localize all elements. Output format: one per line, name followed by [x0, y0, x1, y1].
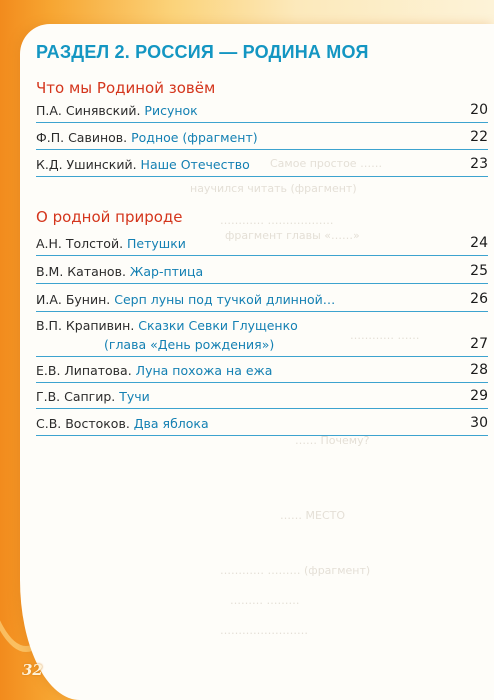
toc-entry[interactable] — [36, 318, 488, 357]
toc-entry-row — [36, 263, 488, 284]
toc-entry[interactable] — [36, 129, 488, 150]
entry-work: Сказки Севки Глущенко — [138, 318, 298, 333]
entry-page-number: 29 — [470, 388, 488, 404]
toc-entry-row — [36, 362, 488, 383]
entry-page-number: 26 — [470, 291, 488, 307]
toc-entry-row — [36, 156, 488, 177]
entry-work-continuation: (глава «День рождения») — [104, 337, 275, 352]
entry-author: В.П. Крапивин. — [36, 318, 135, 333]
bleed-through-text: ………… …… — [350, 329, 420, 342]
group-title-nature: О родной природе — [36, 208, 183, 226]
entry-page-number: 20 — [470, 102, 488, 118]
toc-entry-row — [36, 235, 488, 256]
bleed-through-text: ………… ……… (фрагмент) — [220, 564, 371, 577]
entry-author: А.Н. Толстой. — [36, 236, 124, 251]
bleed-through-text: ………… ……………… — [220, 214, 334, 227]
entry-author: В.М. Катанов. — [36, 264, 126, 279]
group-title-homeland: Что мы Родиной зовём — [36, 79, 216, 97]
entry-author: П.А. Синявский. — [36, 103, 141, 118]
entry-page-number: 24 — [470, 235, 488, 251]
bleed-through-text: …… МЕСТО — [280, 509, 345, 522]
entry-work: Тучи — [119, 389, 150, 404]
section-title: РАЗДЕЛ 2. РОССИЯ — РОДИНА МОЯ — [36, 42, 369, 62]
page-number: 32 — [22, 661, 43, 679]
entry-work: Родное (фрагмент) — [131, 130, 258, 145]
entry-work: Луна похожа на ежа — [135, 363, 273, 378]
entry-page-number: 27 — [470, 336, 488, 352]
toc-entry-row — [36, 388, 488, 409]
bleed-through-text: ……… ……… — [230, 594, 300, 607]
bleed-through-text: …………………… — [220, 624, 308, 637]
entry-page-number: 28 — [470, 362, 488, 378]
entry-author: И.А. Бунин. — [36, 292, 111, 307]
entry-page-number: 22 — [470, 129, 488, 145]
entry-page-number: 25 — [470, 263, 488, 279]
toc-entry-row — [36, 102, 488, 123]
entry-author: Г.В. Сапгир. — [36, 389, 116, 404]
toc-entry[interactable] — [36, 362, 488, 383]
toc-entry[interactable] — [36, 291, 488, 312]
entry-work: Два яблока — [133, 416, 209, 431]
bleed-through-text: Самое простое …… — [270, 157, 383, 170]
entry-work: Петушки — [127, 236, 186, 251]
entry-page-number: 23 — [470, 156, 488, 172]
bleed-through-text: фрагмент главы «……» — [225, 229, 360, 242]
toc-entry-row — [36, 336, 488, 357]
toc-entry[interactable] — [36, 388, 488, 409]
toc-entry[interactable] — [36, 235, 488, 256]
bleed-through-text: научился читать (фрагмент) — [190, 182, 357, 195]
entry-page-number: 30 — [470, 415, 488, 431]
toc-entry-row — [36, 415, 488, 436]
toc-entry[interactable] — [36, 415, 488, 436]
toc-entry[interactable] — [36, 102, 488, 123]
entry-author: Ф.П. Савинов. — [36, 130, 128, 145]
entry-author: С.В. Востоков. — [36, 416, 130, 431]
toc-entry[interactable] — [36, 156, 488, 177]
toc-entry-row — [36, 129, 488, 150]
entry-author: К.Д. Ушинский. — [36, 157, 137, 172]
entry-work: Наше Отечество — [140, 157, 250, 172]
toc-entry[interactable] — [36, 263, 488, 284]
toc-entry-row-first — [36, 318, 488, 333]
entry-work: Жар-птица — [129, 264, 204, 279]
bleed-through-text: …… Почему? — [295, 434, 370, 447]
entry-work: Серп луны под тучкой длинной… — [114, 292, 336, 307]
toc-entry-row — [36, 291, 488, 312]
entry-author: Е.В. Липатова. — [36, 363, 132, 378]
entry-work: Рисунок — [144, 103, 198, 118]
